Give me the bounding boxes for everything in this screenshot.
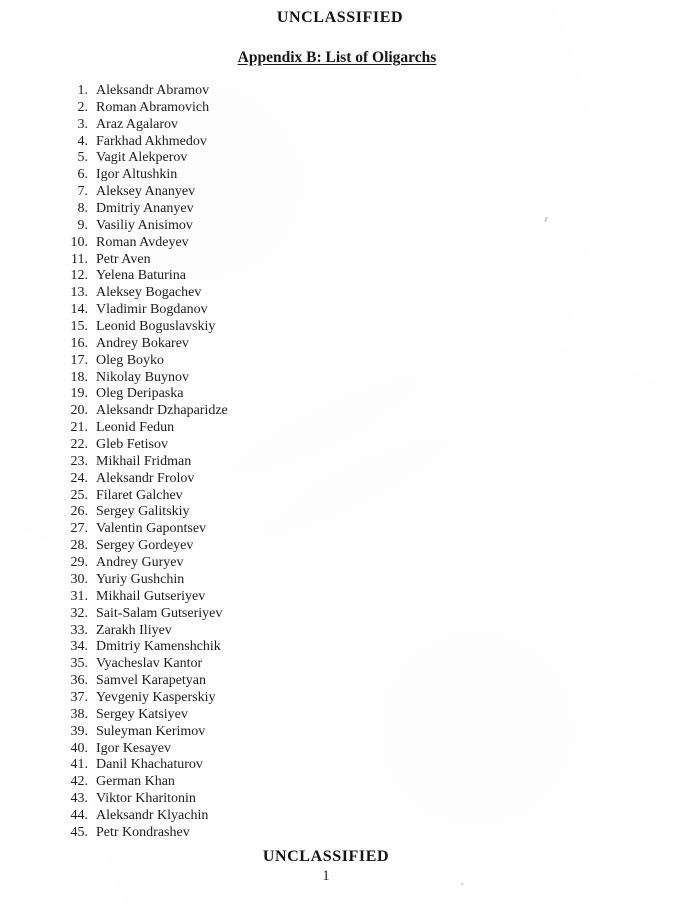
list-item-name: Aleksandr Frolov — [96, 470, 195, 486]
list-item-number: 39. — [70, 723, 88, 739]
page-number: 1 — [322, 868, 330, 884]
list-item-name: Andrey Bokarev — [96, 335, 189, 351]
list-item-name: Andrey Guryev — [96, 555, 184, 571]
list-item — [62, 218, 482, 235]
list-item — [62, 589, 482, 606]
list-item — [62, 319, 482, 336]
list-item — [62, 386, 482, 403]
list-item-number: 21. — [70, 420, 88, 436]
list-item — [62, 268, 482, 285]
list-item-name: Vyacheslav Kantor — [96, 656, 203, 672]
list-item-number: 32. — [70, 605, 88, 621]
list-item — [62, 403, 482, 420]
list-item-number: 23. — [70, 453, 88, 469]
list-item-number: 5. — [77, 150, 88, 166]
list-item-number: 25. — [70, 487, 88, 503]
list-item — [62, 741, 482, 758]
list-item-number: 10. — [70, 234, 88, 250]
list-item-number: 43. — [70, 791, 88, 807]
oligarch-list — [62, 83, 482, 842]
list-item — [62, 100, 482, 117]
page-header — [0, 9, 680, 27]
list-item-name: Yevgeniy Kasperskiy — [96, 689, 216, 705]
list-item — [62, 83, 482, 100]
list-item-number: 35. — [70, 656, 88, 672]
list-item-number: 45. — [70, 824, 88, 840]
list-item — [62, 285, 482, 302]
list-item-number: 2. — [77, 99, 88, 115]
list-item-name: Aleksey Ananyev — [96, 184, 196, 200]
list-item — [62, 353, 482, 370]
list-item-name: Zarakh Iliyev — [96, 622, 172, 638]
list-item-name: Araz Agalarov — [96, 116, 179, 132]
list-item — [62, 791, 482, 808]
list-item-number: 8. — [77, 201, 88, 217]
list-item-name: Leonid Fedun — [96, 420, 175, 436]
list-item-number: 34. — [70, 639, 88, 655]
list-item-number: 26. — [70, 504, 88, 520]
list-item — [62, 252, 482, 269]
list-item — [62, 184, 482, 201]
scan-artifact — [544, 217, 548, 222]
list-item — [62, 235, 482, 252]
list-item-number: 40. — [70, 740, 88, 756]
list-item — [62, 521, 482, 538]
list-item-number: 33. — [70, 622, 88, 638]
list-item-name: Valentin Gapontsev — [96, 521, 207, 537]
list-item-number: 17. — [70, 352, 88, 368]
list-item-number: 29. — [70, 555, 88, 571]
list-item-name: Igor Altushkin — [96, 167, 178, 183]
list-item-name: Dmitriy Kamenshchik — [96, 639, 221, 655]
list-item — [62, 707, 482, 724]
list-item-name: Suleyman Kerimov — [96, 723, 206, 739]
list-item-name: Oleg Boyko — [96, 352, 165, 368]
list-item-number: 28. — [70, 538, 88, 554]
list-item — [62, 134, 482, 151]
list-item-name: Roman Abramovich — [96, 99, 210, 115]
list-item-number: 19. — [70, 386, 88, 402]
list-item — [62, 150, 482, 167]
list-item-number: 30. — [70, 571, 88, 587]
list-item-name: Petr Aven — [96, 251, 151, 267]
list-item-name: Gleb Fetisov — [96, 437, 168, 453]
list-item-number: 15. — [70, 319, 88, 335]
list-item-name: Sait-Salam Gutseriyev — [96, 605, 223, 621]
document-title: Appendix B: List of Oligarchs — [237, 49, 437, 66]
list-item-number: 13. — [70, 285, 88, 301]
list-item-number: 38. — [70, 706, 88, 722]
list-item — [62, 774, 482, 791]
list-item-name: Mikhail Gutseriyev — [96, 588, 206, 604]
list-item-name: Roman Avdeyev — [96, 234, 189, 250]
list-item-name: Vladimir Bogdanov — [96, 302, 208, 318]
list-item — [62, 606, 482, 623]
list-item — [62, 117, 482, 134]
list-item-name: Petr Kondrashev — [96, 824, 190, 840]
list-item-number: 37. — [70, 689, 88, 705]
list-item — [62, 757, 482, 774]
list-item-number: 24. — [70, 470, 88, 486]
list-item-number: 42. — [70, 774, 88, 790]
list-item — [62, 623, 482, 640]
list-item-name: Nikolay Buynov — [96, 369, 189, 385]
list-item-number: 11. — [71, 251, 88, 267]
list-item-number: 9. — [77, 217, 88, 233]
list-item-name: Filaret Galchev — [96, 487, 183, 503]
list-item — [62, 336, 482, 353]
list-item-name: Sergey Gordeyev — [96, 538, 194, 554]
page-footer — [0, 848, 652, 866]
list-item-name: German Khan — [96, 774, 175, 790]
list-item-name: Aleksandr Abramov — [96, 83, 210, 98]
header-classification-banner: UNCLASSIFIED — [276, 9, 404, 26]
list-item — [62, 488, 482, 505]
list-item-name: Sergey Galitskiy — [96, 504, 190, 520]
list-item-name: Leonid Boguslavskiy — [96, 319, 216, 335]
list-item-name: Aleksandr Klyachin — [96, 807, 209, 823]
list-item-name: Mikhail Fridman — [96, 453, 192, 469]
list-item — [62, 825, 482, 842]
list-item-name: Dmitriy Ananyev — [96, 201, 194, 217]
list-item-name: Samvel Karapetyan — [96, 673, 207, 689]
list-item — [62, 437, 482, 454]
list-item — [62, 201, 482, 218]
list-item-number: 18. — [70, 369, 88, 385]
list-item-name: Aleksandr Dzhaparidze — [96, 403, 228, 419]
list-item-number: 12. — [70, 268, 88, 284]
list-item-name: Yuriy Gushchin — [96, 571, 185, 587]
list-item-number: 20. — [70, 403, 88, 419]
list-item — [62, 572, 482, 589]
list-item-name: Yelena Baturina — [96, 268, 186, 284]
list-item — [62, 302, 482, 319]
list-item-name: Aleksey Bogachev — [96, 285, 202, 301]
list-item — [62, 471, 482, 488]
list-item — [62, 639, 482, 656]
list-item — [62, 673, 482, 690]
list-item — [62, 656, 482, 673]
list-item-number: 16. — [70, 335, 88, 351]
list-item — [62, 454, 482, 471]
list-item-number: 36. — [70, 673, 88, 689]
list-item — [62, 538, 482, 555]
list-item-number: 4. — [77, 133, 88, 149]
list-item-number: 31. — [70, 588, 88, 604]
list-item-name: Viktor Kharitonin — [96, 791, 196, 807]
list-item — [62, 808, 482, 825]
list-item-number: 7. — [77, 184, 88, 200]
list-item-name: Sergey Katsiyev — [96, 706, 188, 722]
list-item-number: 1. — [77, 83, 88, 98]
list-item-name: Farkhad Akhmedov — [96, 133, 207, 149]
list-item — [62, 420, 482, 437]
list-item-number: 41. — [70, 757, 88, 773]
list-item-number: 22. — [70, 437, 88, 453]
list-item-name: Danil Khachaturov — [96, 757, 203, 773]
list-item — [62, 504, 482, 521]
list-item — [62, 555, 482, 572]
list-item-number: 3. — [77, 116, 88, 132]
list-item-number: 6. — [77, 167, 88, 183]
list-item-name: Vasiliy Anisimov — [96, 217, 193, 233]
document-title-wrap — [0, 49, 674, 67]
list-item-number: 44. — [70, 807, 88, 823]
list-item — [62, 690, 482, 707]
list-item — [62, 724, 482, 741]
list-item — [62, 370, 482, 387]
list-item — [62, 167, 482, 184]
list-item-number: 14. — [70, 302, 88, 318]
list-item-name: Oleg Deripaska — [96, 386, 184, 402]
list-item-name: Vagit Alekperov — [96, 150, 188, 166]
footer-classification-banner: UNCLASSIFIED — [262, 848, 390, 865]
list-item-name: Igor Kesayev — [96, 740, 172, 756]
list-item-number: 27. — [70, 521, 88, 537]
